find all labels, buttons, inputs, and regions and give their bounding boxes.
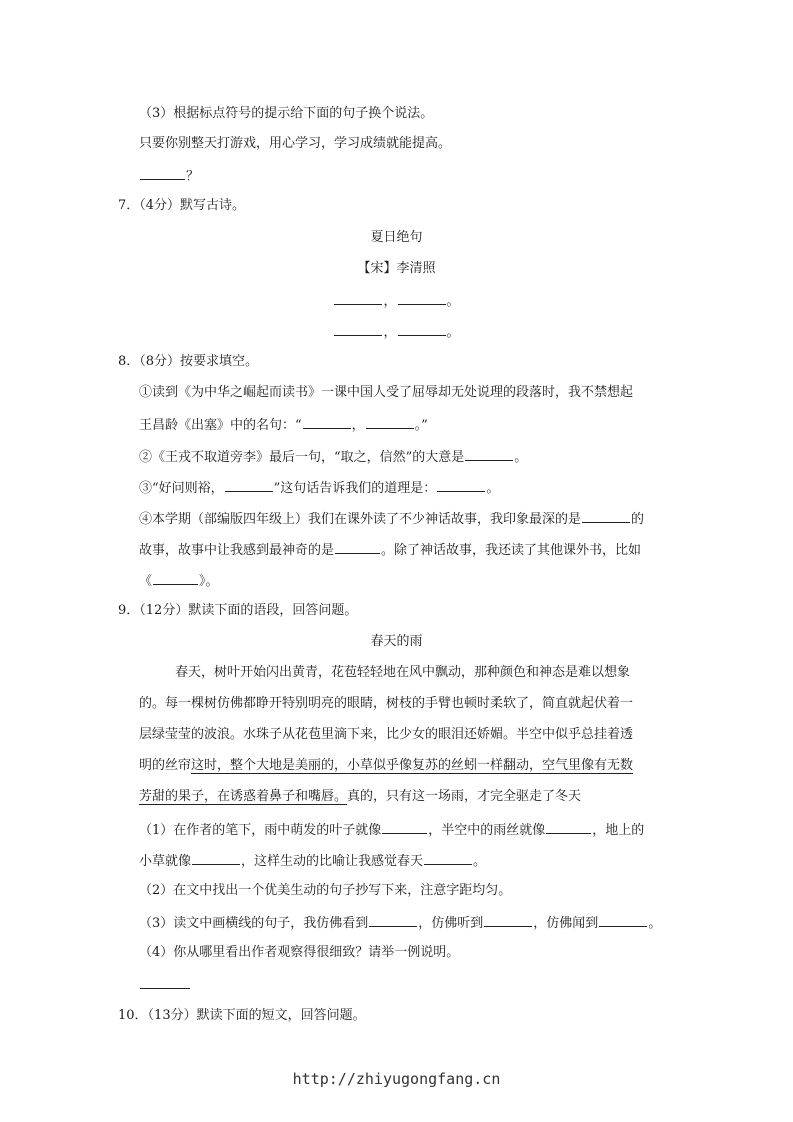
passage-line-4: 明的丝帘这时，整个大地是美丽的，小草似乎像复苏的丝蚓一样翻动，空气里像有无数 <box>139 758 634 773</box>
q9-sub3: （3）读文中画横线的句子，我仿佛看到 ，仿佛听到 ，仿佛闻到 。 <box>139 912 661 932</box>
answer-blank[interactable] <box>599 912 647 927</box>
answer-blank[interactable] <box>398 290 446 305</box>
poem-title: 夏日绝句 <box>370 230 423 245</box>
poem-author: 【宋】李清照 <box>357 261 436 276</box>
answer-blank[interactable] <box>153 570 198 585</box>
q8-item3: ③“好问则裕， ”这句话告诉我们的道理是： 。 <box>139 477 499 497</box>
answer-blank[interactable] <box>369 912 417 927</box>
underlined-sentence: 这时，整个大地是美丽的，小草似乎像复苏的丝蚓一样翻动，空气里像有无数 <box>191 758 634 773</box>
answer-blank[interactable] <box>225 477 273 492</box>
answer-blank[interactable] <box>334 321 382 336</box>
q9-sub2: （2）在文中找出一个优美生动的句子抄写下来，注意字距均匀。 <box>139 883 512 898</box>
answer-blank[interactable] <box>465 446 513 461</box>
passage-line-3: 层绿莹莹的波浪。水珠子从花苞里滴下来，比少女的眼泪还娇媚。半空中似乎总挂着透 <box>139 727 634 742</box>
answer-blank[interactable] <box>437 477 485 492</box>
q8-item1-line2: 王昌龄《出塞》中的名句：“ ， 。” <box>139 414 428 434</box>
passage-line-1: 春天，树叶开始闪出黄青，花苞轻轻地在风中飘动，那种颜色和神态是难以想象 <box>175 665 631 680</box>
q9-sub4: （4）你从哪里看出作者观察得很细致？请举一例说明。 <box>139 945 460 960</box>
answer-blank[interactable] <box>140 165 185 180</box>
answer-blank[interactable] <box>140 974 190 989</box>
answer-blank[interactable] <box>192 850 240 865</box>
answer-blank[interactable] <box>382 819 427 834</box>
q8-header: 8．（8分）按要求填空。 <box>118 354 259 369</box>
answer-blank[interactable] <box>424 850 472 865</box>
answer-blank[interactable] <box>484 912 532 927</box>
answer-blank[interactable] <box>398 321 446 336</box>
q6-3-answer-line: ？ <box>139 165 199 185</box>
q6-3-sentence: 只要你别整天打游戏，用心学习，学习成绩就能提高。 <box>139 136 452 151</box>
q7-header: 7．（4分）默写古诗。 <box>118 198 246 213</box>
footer-url: http://zhiyugongfang.cn <box>292 1070 501 1088</box>
q8-item1-line1: ①读到《为中华之崛起而读书》一课中国人受了屈辱却无处说理的段落时，我不禁想起 <box>139 385 634 400</box>
answer-blank[interactable] <box>335 539 380 554</box>
passage-line-2: 的。每一棵树仿佛都睁开特别明亮的眼睛，树枝的手臂也顿时柔软了，简直就起伏着一 <box>139 696 634 711</box>
passage-line-5: 芳甜的果子，在诱惑着鼻子和嘴唇。真的，只有这一场雨，才完全驱走了冬天 <box>139 789 582 804</box>
answer-blank[interactable] <box>366 414 414 429</box>
underlined-sentence: 芳甜的果子，在诱惑着鼻子和嘴唇。 <box>139 789 348 804</box>
q9-sub1-line2: 小草就像 ，这样生动的比喻让我感觉春天 。 <box>139 850 486 870</box>
poem-line-2: ， 。 <box>0 321 793 341</box>
q9-header: 9．（12分）默读下面的语段，回答问题。 <box>118 603 358 618</box>
q8-item2: ②《王戎不取道旁李》最后一句，“取之，信然”的大意是 。 <box>139 446 527 466</box>
answer-blank[interactable] <box>582 508 630 523</box>
q8-item4-line3: 《 》。 <box>139 570 219 590</box>
passage-title: 春天的雨 <box>370 634 423 649</box>
q9-sub1-line1: （1）在作者的笔下，雨中萌发的叶子就像 ，半空中的雨丝就像 ，地上的 <box>139 819 644 839</box>
q9-sub4-answer-line <box>139 974 191 994</box>
poem-line-1: ， 。 <box>0 290 793 310</box>
q6-3-prompt: （3）根据标点符号的提示给下面的句子换个说法。 <box>139 106 434 121</box>
q8-item4-line1: ④本学期（部编版四年级上）我们在课外读了不少神话故事，我印象最深的是 的 <box>139 508 644 528</box>
q8-item4-line2: 故事，故事中让我感到最神奇的是 。除了神话故事，我还读了其他课外书，比如 <box>139 539 641 559</box>
answer-blank[interactable] <box>334 290 382 305</box>
answer-blank[interactable] <box>546 819 591 834</box>
q10-header: 10．（13分）默读下面的短文，回答问题。 <box>118 1008 366 1023</box>
answer-blank[interactable] <box>303 414 351 429</box>
